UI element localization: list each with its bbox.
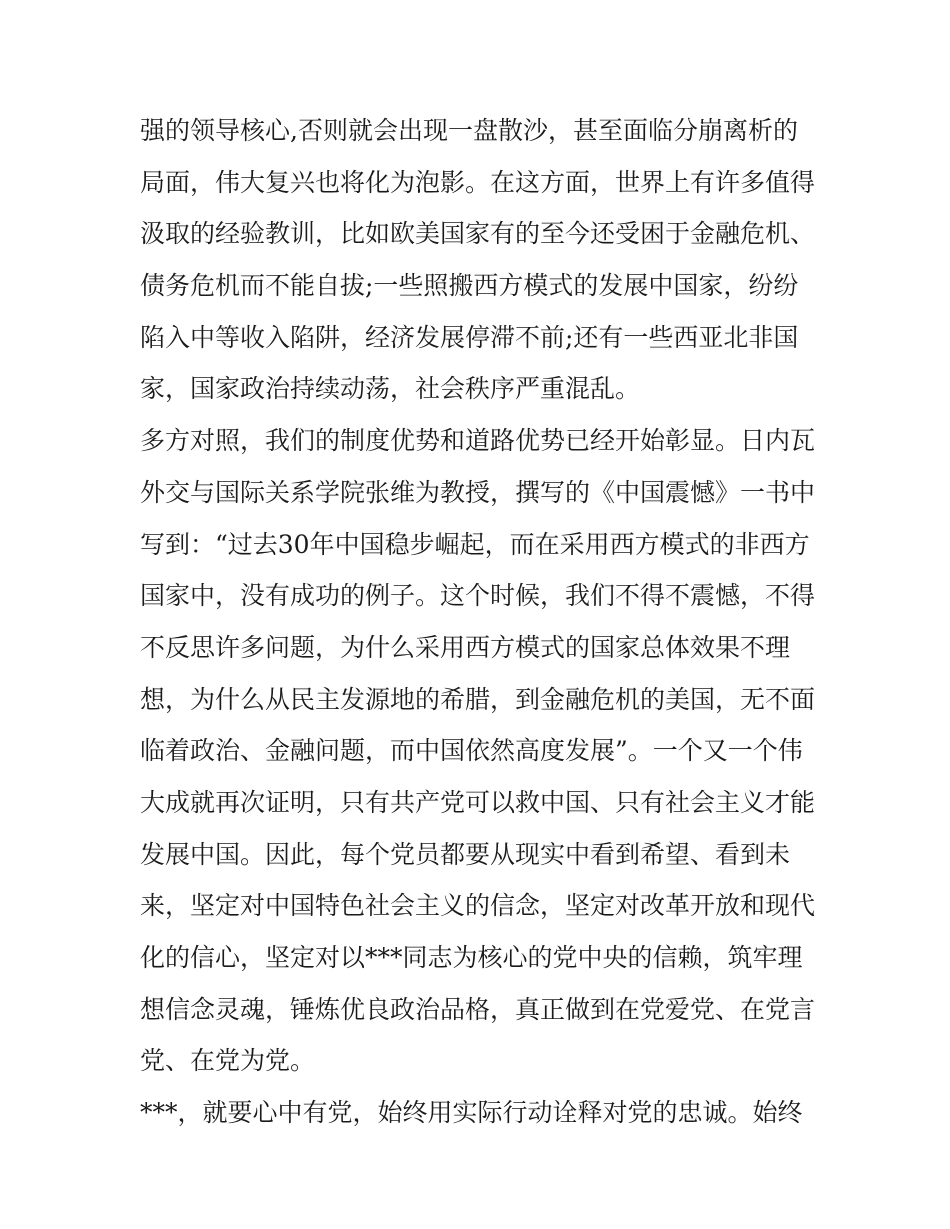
text-line: 大成就再次证明，只有共产党可以救中国、只有社会主义才能	[140, 787, 816, 817]
text-line: 来，坚定对中国特色社会主义的信念，坚定对改革开放和现代	[140, 891, 816, 921]
text-line: 想，为什么从民主发源地的希腊，到金融危机的美国，无不面	[140, 684, 816, 714]
text-line: ***，就要心中有党，始终用实际行动诠释对党的忠诚。始终	[140, 1098, 803, 1128]
text-line: 汲取的经验教训，比如欧美国家有的至今还受困于金融危机、	[140, 219, 816, 249]
text-line: 外交与国际关系学院张维为教授，撰写的《中国震憾》一书中	[140, 477, 816, 507]
text-line: 债务危机而不能自拔;一些照搬西方模式的发展中国家，纷纷	[140, 271, 799, 301]
text-line: 强的领导核心,否则就会出现一盘散沙，甚至面临分崩离析的	[140, 116, 798, 145]
text-line: 国家中，没有成功的例子。这个时候，我们不得不震憾，不得	[140, 581, 816, 611]
text-line: 想信念灵魂，锤炼优良政治品格，真正做到在党爱党、在党言	[140, 994, 816, 1024]
text-line: 多方对照，我们的制度优势和道路优势已经开始彰显。日内瓦	[140, 426, 816, 456]
text-line: 局面，伟大复兴也将化为泡影。在这方面，世界上有许多值得	[140, 167, 816, 197]
text-line: 发展中国。因此，每个党员都要从现实中看到希望、看到未	[140, 839, 791, 869]
text-line: 写到：“过去30年中国稳步崛起，而在采用西方模式的非西方	[140, 529, 810, 559]
text-line: 家，国家政治持续动荡，社会秩序严重混乱。	[140, 374, 641, 404]
text-line: 化的信心，坚定对以***同志为核心的党中央的信赖，筑牢理	[140, 943, 803, 972]
text-line: 临着政治、金融问题，而中国依然高度发展”。一个又一个伟	[140, 736, 803, 766]
document-body	[140, 105, 830, 1139]
text-line: 党、在党为党。	[140, 1046, 316, 1076]
text-line: 不反思许多问题，为什么采用西方模式的国家总体效果不理	[140, 632, 791, 662]
text-line: 陷入中等收入陷阱，经济发展停滞不前;还有一些西亚北非国	[140, 322, 799, 352]
